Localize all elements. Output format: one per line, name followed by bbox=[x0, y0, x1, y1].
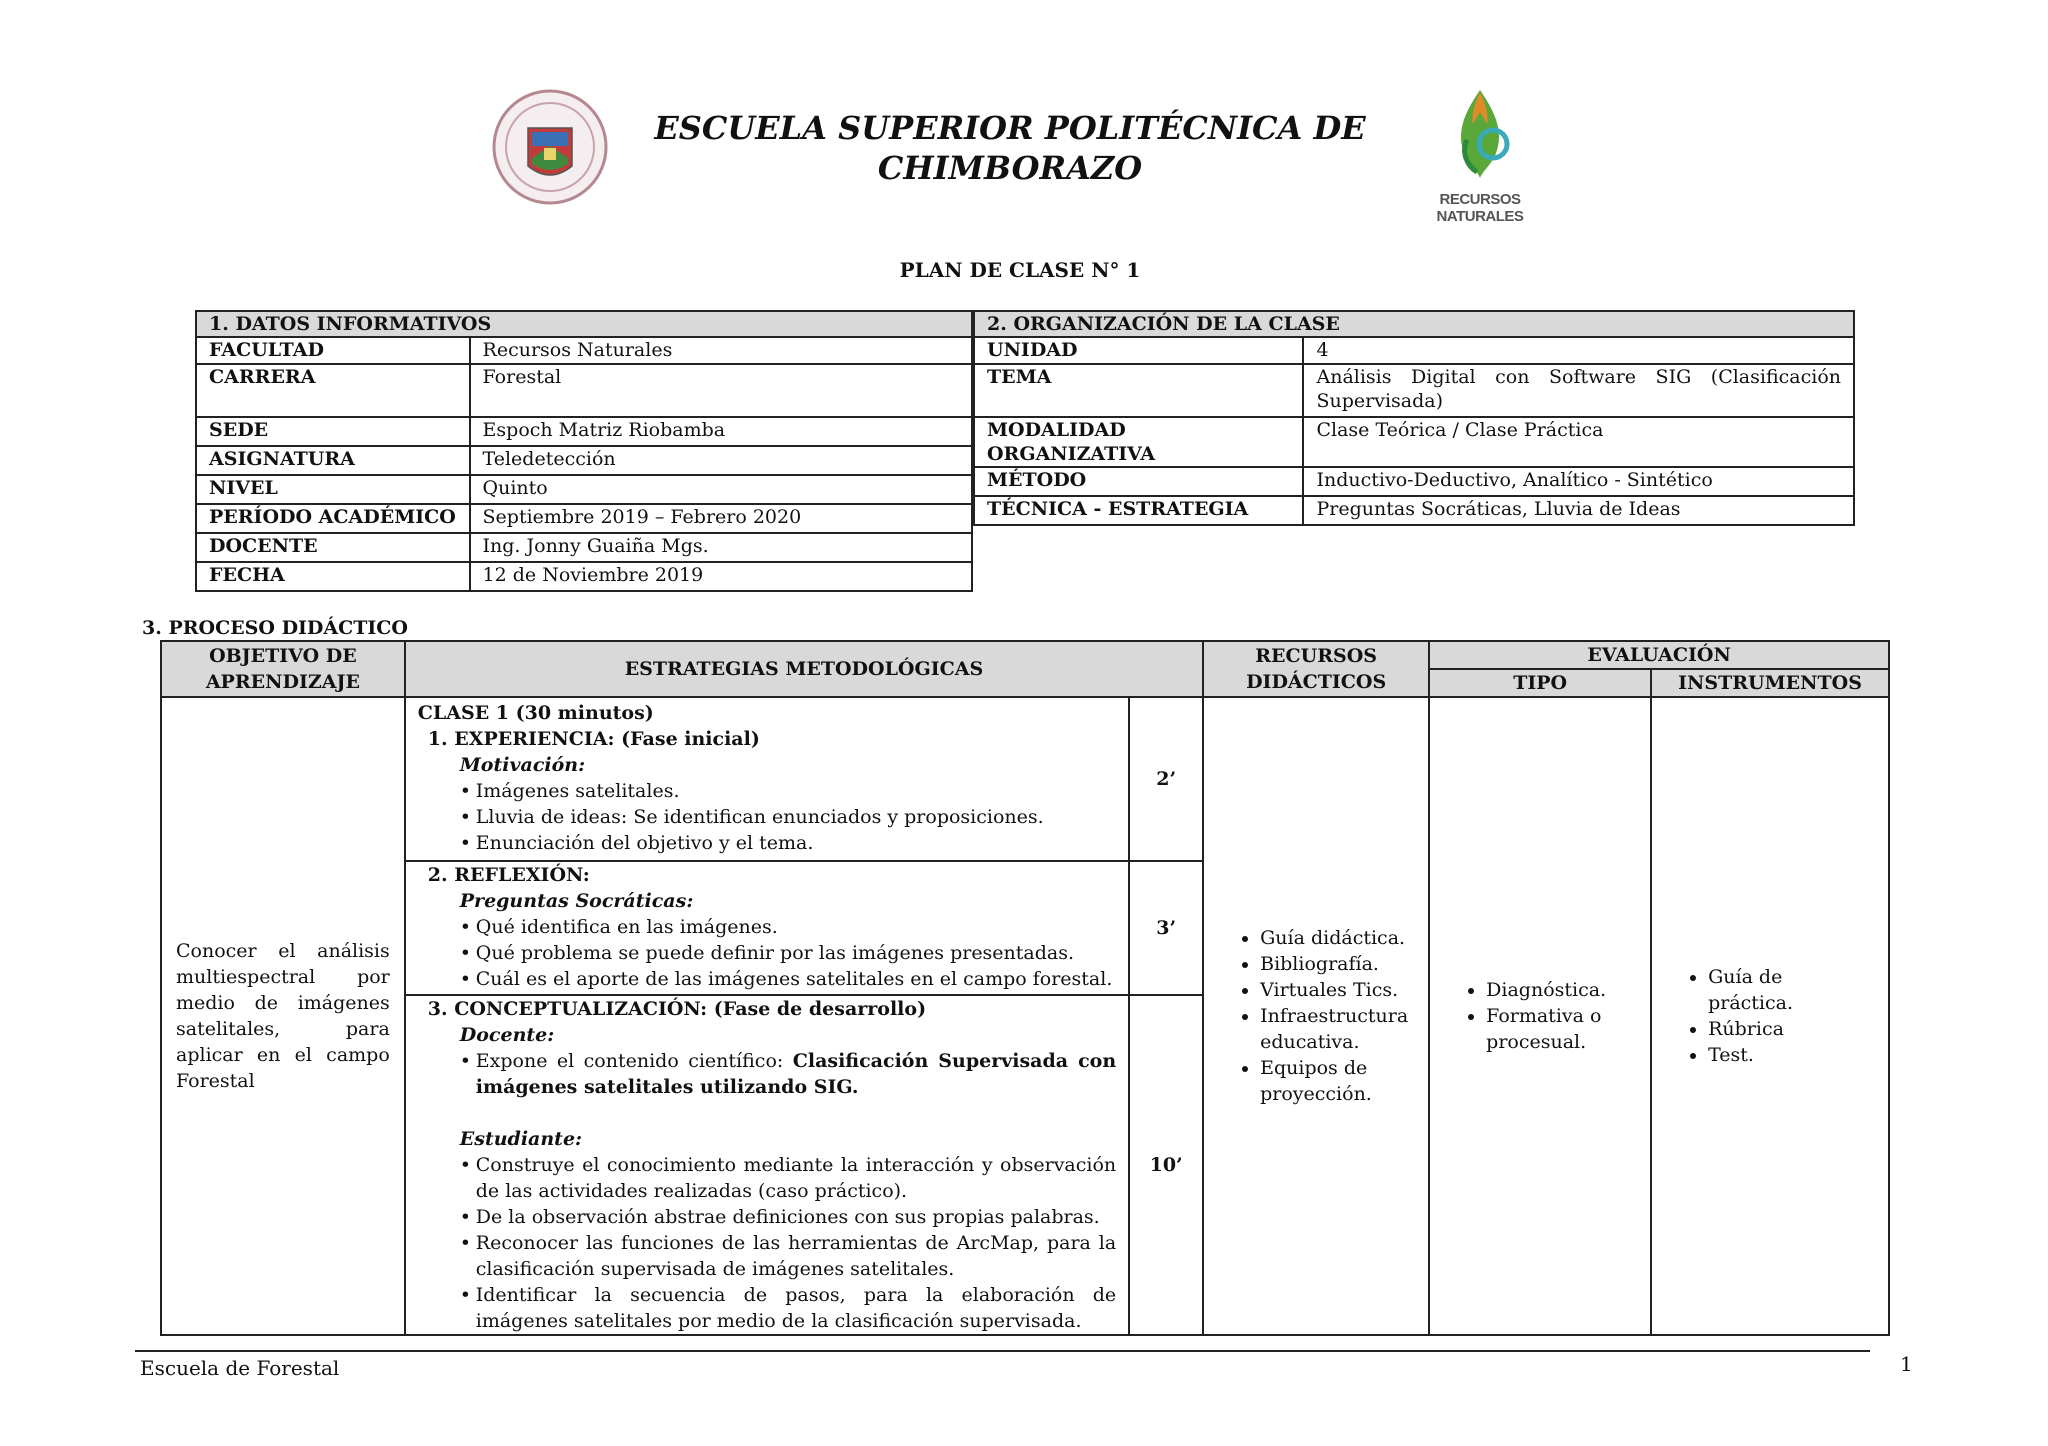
fase2-cell bbox=[405, 861, 1129, 995]
plan-title: PLAN DE CLASE N° 1 bbox=[899, 258, 1141, 282]
table-cell-label: ASIGNATURA bbox=[196, 446, 470, 475]
institution-title-line2: CHIMBORAZO bbox=[877, 149, 1143, 187]
header-evaluacion: EVALUACIÓN bbox=[1429, 641, 1889, 669]
leaf-drop-icon bbox=[1405, 82, 1555, 187]
espoch-seal-logo bbox=[490, 88, 610, 206]
tipo-list bbox=[1450, 977, 1630, 1055]
fase3-docente: Docente: bbox=[459, 1024, 555, 1046]
objetivo-cell: Conocer el análisis multiespectral por medio de imágenes satelitales, para aplicar en el campo Forestal bbox=[161, 697, 405, 1335]
table-cell-label: DOCENTE bbox=[196, 533, 470, 562]
list-item: • Test. bbox=[1708, 1042, 1868, 1068]
table-cell-value: Espoch Matriz Riobamba bbox=[470, 417, 972, 446]
fase3-time: 10’ bbox=[1129, 995, 1203, 1335]
list-item: • Construye el conocimiento mediante la interacción y observación de las actividades realizadas (caso práctico). bbox=[476, 1152, 1116, 1204]
table-cell-value: Septiembre 2019 – Febrero 2020 bbox=[470, 504, 972, 533]
fase1-cell bbox=[405, 697, 1129, 861]
table-cell-value: Teledetección bbox=[470, 446, 972, 475]
fase1-title: 1. EXPERIENCIA: (Fase inicial) bbox=[427, 728, 760, 750]
list-item bbox=[476, 1048, 1116, 1100]
list-item: • Cuál es el aporte de las imágenes satelitales en el campo forestal. bbox=[476, 966, 1116, 992]
list-item: • Qué problema se puede definir por las imágenes presentadas. bbox=[476, 940, 1116, 966]
list-item: • Guía de práctica. bbox=[1708, 964, 1868, 1016]
footer-divider bbox=[135, 1350, 1870, 1352]
tipo-cell bbox=[1429, 697, 1651, 1335]
list-item: • Qué identifica en las imágenes. bbox=[476, 914, 1116, 940]
list-item: • Enunciación del objetivo y el tema. bbox=[476, 830, 1116, 856]
table-cell-label: FACULTAD bbox=[196, 337, 470, 364]
fase3-title: 3. CONCEPTUALIZACIÓN: (Fase de desarrollo) bbox=[427, 998, 927, 1020]
organizacion-heading: 2. ORGANIZACIÓN DE LA CLASE bbox=[974, 311, 1854, 337]
recursos-cell bbox=[1203, 697, 1429, 1335]
fase2-sub: Preguntas Socráticas: bbox=[459, 890, 694, 912]
table-cell-label: CARRERA bbox=[196, 364, 470, 417]
logo-text: RECURSOS NATURALES bbox=[1436, 191, 1524, 225]
proceso-heading: 3. PROCESO DIDÁCTICO bbox=[142, 617, 408, 639]
proceso-didactico-table bbox=[160, 640, 1890, 1336]
list-item: • Guía didáctica. bbox=[1260, 925, 1408, 951]
list-item: • Lluvia de ideas: Se identifican enunciados y proposiciones. bbox=[476, 804, 1116, 830]
recursos-list bbox=[1224, 925, 1408, 1107]
table-cell-label: PERÍODO ACADÉMICO bbox=[196, 504, 470, 533]
list-item: • De la observación abstrae definiciones con sus propias palabras. bbox=[476, 1204, 1116, 1230]
list-item: • Virtuales Tics. bbox=[1260, 977, 1408, 1003]
list-item: • Formativa o procesual. bbox=[1486, 1003, 1630, 1055]
page-number: 1 bbox=[1900, 1352, 1913, 1376]
header-instrumentos: INSTRUMENTOS bbox=[1651, 669, 1889, 697]
table-cell-label: SEDE bbox=[196, 417, 470, 446]
header-estrategias: ESTRATEGIAS METODOLÓGICAS bbox=[405, 641, 1203, 697]
fase3-estudiante: Estudiante: bbox=[459, 1128, 583, 1150]
list-item: • Identificar la secuencia de pasos, para la elaboración de imágenes satelitales por medio de la clasificación supervisada. bbox=[476, 1282, 1116, 1334]
table-cell-value: Clase Teórica / Clase Práctica bbox=[1303, 417, 1854, 467]
list-item: • Rúbrica bbox=[1708, 1016, 1868, 1042]
table-cell-label: MODALIDAD ORGANIZATIVA bbox=[974, 417, 1303, 467]
table-cell-label: UNIDAD bbox=[974, 337, 1303, 364]
header-tipo: TIPO bbox=[1429, 669, 1651, 697]
header-recursos: RECURSOS DIDÁCTICOS bbox=[1203, 641, 1429, 697]
fase1-sub: Motivación: bbox=[459, 754, 586, 776]
table-cell-value: Análisis Digital con Software SIG (Clasificación Supervisada) bbox=[1303, 364, 1854, 417]
datos-heading: 1. DATOS INFORMATIVOS bbox=[196, 311, 972, 337]
header-objetivo: OBJETIVO DE APRENDIZAJE bbox=[161, 641, 405, 697]
fase2-time: 3’ bbox=[1129, 861, 1203, 995]
clase-title: CLASE 1 (30 minutos) bbox=[417, 702, 654, 724]
table-cell-value: Preguntas Socráticas, Lluvia de Ideas bbox=[1303, 496, 1854, 525]
table-cell-value: Forestal bbox=[470, 364, 972, 417]
footer-text: Escuela de Forestal bbox=[140, 1356, 340, 1380]
list-item: • Equipos de proyección. bbox=[1260, 1055, 1408, 1107]
table-cell-value: Inductivo-Deductivo, Analítico - Sintético bbox=[1303, 467, 1854, 496]
table-cell-label: TÉCNICA - ESTRATEGIA bbox=[974, 496, 1303, 525]
instrumentos-list bbox=[1672, 964, 1868, 1068]
table-cell-value: Recursos Naturales bbox=[470, 337, 972, 364]
list-item: • Infraestructura educativa. bbox=[1260, 1003, 1408, 1055]
fase1-list bbox=[418, 778, 1116, 856]
recursos-naturales-logo bbox=[1405, 82, 1555, 225]
list-item: • Imágenes satelitales. bbox=[476, 778, 1116, 804]
table-cell-label: NIVEL bbox=[196, 475, 470, 504]
fase2-title: 2. REFLEXIÓN: bbox=[427, 864, 590, 886]
list-item: • Reconocer las funciones de las herramientas de ArcMap, para la clasificación supervisada de imágenes satelitales. bbox=[476, 1230, 1116, 1282]
fase2-list bbox=[418, 914, 1116, 992]
table-cell-label: FECHA bbox=[196, 562, 470, 591]
docente-bold-text: Clasificación Supervisada con imágenes satelitales utilizando SIG. bbox=[475, 1050, 1117, 1098]
table-cell-label: TEMA bbox=[974, 364, 1303, 417]
table-cell-value: 12 de Noviembre 2019 bbox=[470, 562, 972, 591]
table-cell-value: 4 bbox=[1303, 337, 1854, 364]
fase1-time: 2’ bbox=[1129, 697, 1203, 861]
docente-text: Expone el contenido científico: bbox=[475, 1050, 793, 1072]
fase3-docente-list bbox=[418, 1048, 1116, 1100]
fase3-cell bbox=[405, 995, 1129, 1335]
table-cell-value: Quinto bbox=[470, 475, 972, 504]
table-cell-label: MÉTODO bbox=[974, 467, 1303, 496]
institution-title-line1: ESCUELA SUPERIOR POLITÉCNICA DE bbox=[654, 109, 1366, 147]
instrumentos-cell bbox=[1651, 697, 1889, 1335]
table-cell-value: Ing. Jonny Guaiña Mgs. bbox=[470, 533, 972, 562]
list-item: • Diagnóstica. bbox=[1486, 977, 1630, 1003]
organizacion-clase-table bbox=[973, 310, 1855, 526]
fase3-estudiante-list bbox=[418, 1152, 1116, 1334]
datos-informativos-table bbox=[195, 310, 973, 592]
list-item: • Bibliografía. bbox=[1260, 951, 1408, 977]
